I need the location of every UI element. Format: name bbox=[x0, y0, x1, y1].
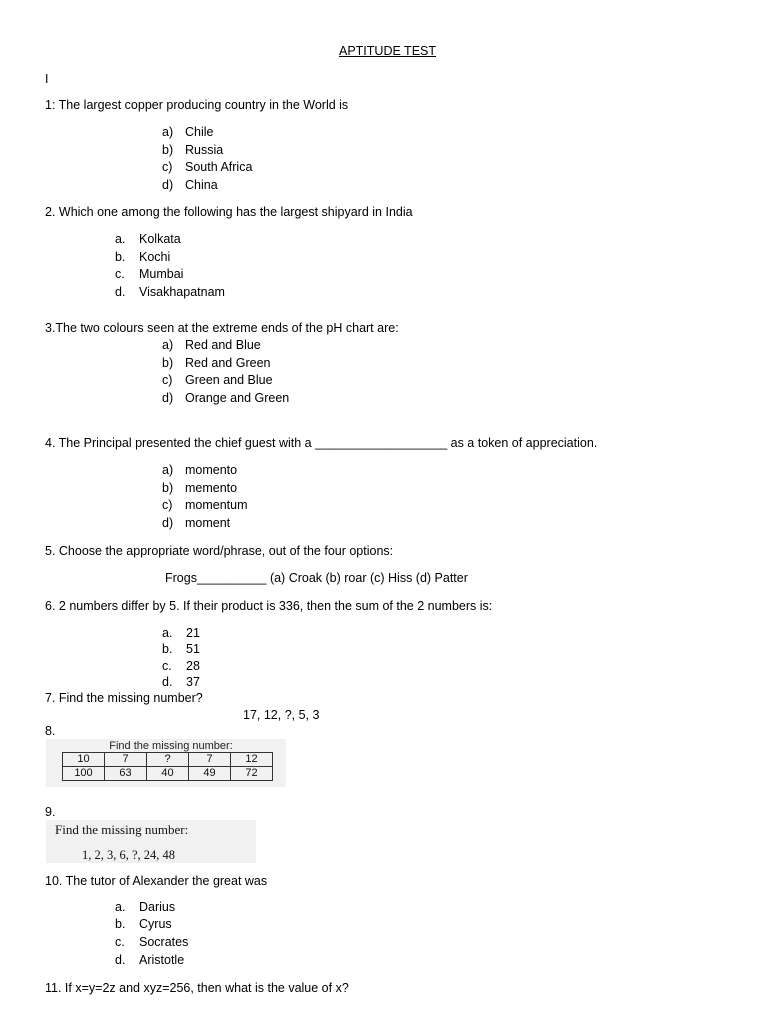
option-text: 28 bbox=[186, 659, 200, 673]
option-marker: c. bbox=[115, 267, 125, 281]
option-marker: c) bbox=[162, 160, 173, 174]
question-11: 11. If x=y=2z and xyz=256, then what is the value of x? bbox=[45, 981, 349, 995]
option-text: Cyrus bbox=[139, 917, 172, 931]
option-marker: a) bbox=[162, 463, 174, 477]
option-text: Darius bbox=[139, 900, 176, 914]
option-text: Russia bbox=[185, 143, 224, 157]
question-8-label: 8. bbox=[45, 724, 56, 738]
option-marker: b. bbox=[115, 250, 126, 264]
table-cell: 63 bbox=[105, 767, 147, 781]
question-5-line: Frogs__________ (a) Croak (b) roar (c) Hiss (d) Patter bbox=[165, 571, 468, 585]
image-caption: Find the missing number: bbox=[55, 822, 189, 837]
page-title: APTITUDE TEST bbox=[339, 44, 437, 58]
table-cell: 72 bbox=[231, 767, 273, 781]
option-marker: b. bbox=[115, 917, 126, 931]
table-cell: 7 bbox=[189, 753, 231, 767]
question-10: 10. The tutor of Alexander the great was bbox=[45, 874, 268, 888]
table-cell: 49 bbox=[189, 767, 231, 781]
option-marker: a. bbox=[115, 900, 126, 914]
option-text: China bbox=[185, 178, 218, 192]
table-row bbox=[63, 753, 273, 767]
option-text: momento bbox=[185, 463, 238, 477]
question-4: 4. The Principal presented the chief guest with a ___________________ as a token of appreciation. bbox=[45, 436, 598, 450]
option-marker: c. bbox=[162, 659, 172, 673]
option-marker: a) bbox=[162, 338, 174, 352]
option-text: Kochi bbox=[139, 250, 171, 264]
option-marker: c) bbox=[162, 373, 173, 387]
option-marker: d) bbox=[162, 178, 174, 192]
option-text: 21 bbox=[186, 626, 200, 640]
option-text: Kolkata bbox=[139, 232, 181, 246]
table-cell: 10 bbox=[63, 753, 105, 767]
option-text: Red and Blue bbox=[185, 338, 261, 352]
option-marker: a) bbox=[162, 125, 174, 139]
option-marker: d) bbox=[162, 391, 174, 405]
option-text: South Africa bbox=[185, 160, 253, 174]
question-7: 7. Find the missing number? bbox=[45, 691, 203, 705]
option-text: Chile bbox=[185, 125, 214, 139]
option-text: Visakhapatnam bbox=[139, 285, 225, 299]
option-text: moment bbox=[185, 516, 231, 530]
option-marker: a. bbox=[162, 626, 173, 640]
option-marker: b) bbox=[162, 481, 174, 495]
image-caption: Find the missing number: bbox=[109, 740, 233, 752]
section-label: I bbox=[45, 72, 49, 86]
question-7-sequence: 17, 12, ?, 5, 3 bbox=[243, 708, 320, 722]
option-marker: d. bbox=[162, 675, 173, 689]
option-marker: b) bbox=[162, 356, 174, 370]
table-cell: 12 bbox=[231, 753, 273, 767]
question-8-image bbox=[46, 739, 286, 787]
question-6: 6. 2 numbers differ by 5. If their product is 336, then the sum of the 2 numbers is: bbox=[45, 599, 493, 613]
image-sequence: 1, 2, 3, 6, ?, 24, 48 bbox=[82, 848, 176, 862]
option-text: Mumbai bbox=[139, 267, 184, 281]
option-text: momentum bbox=[185, 498, 248, 512]
option-marker: d) bbox=[162, 516, 174, 530]
option-text: Socrates bbox=[139, 935, 189, 949]
question-1: 1: The largest copper producing country in the World is bbox=[45, 98, 349, 112]
table-cell: 40 bbox=[147, 767, 189, 781]
table-cell: 7 bbox=[105, 753, 147, 767]
option-marker: b) bbox=[162, 143, 174, 157]
option-text: Green and Blue bbox=[185, 373, 273, 387]
question-3: 3.The two colours seen at the extreme ends of the pH chart are: bbox=[45, 321, 399, 335]
option-marker: b. bbox=[162, 642, 173, 656]
option-text: 51 bbox=[186, 642, 200, 656]
question-5: 5. Choose the appropriate word/phrase, out of the four options: bbox=[45, 544, 394, 558]
table-row bbox=[63, 767, 273, 781]
option-marker: c. bbox=[115, 935, 125, 949]
option-marker: c) bbox=[162, 498, 173, 512]
table-cell: 100 bbox=[63, 767, 105, 781]
option-marker: d. bbox=[115, 285, 126, 299]
question-2: 2. Which one among the following has the largest shipyard in India bbox=[45, 205, 413, 219]
question-9-label: 9. bbox=[45, 805, 56, 819]
option-text: memento bbox=[185, 481, 238, 495]
table-cell: ? bbox=[147, 753, 189, 767]
missing-number-table bbox=[62, 752, 273, 781]
question-9-image bbox=[46, 820, 256, 863]
option-marker: a. bbox=[115, 232, 126, 246]
option-text: Orange and Green bbox=[185, 391, 290, 405]
option-marker: d. bbox=[115, 953, 126, 967]
option-text: Aristotle bbox=[139, 953, 185, 967]
option-text: 37 bbox=[186, 675, 200, 689]
option-text: Red and Green bbox=[185, 356, 271, 370]
